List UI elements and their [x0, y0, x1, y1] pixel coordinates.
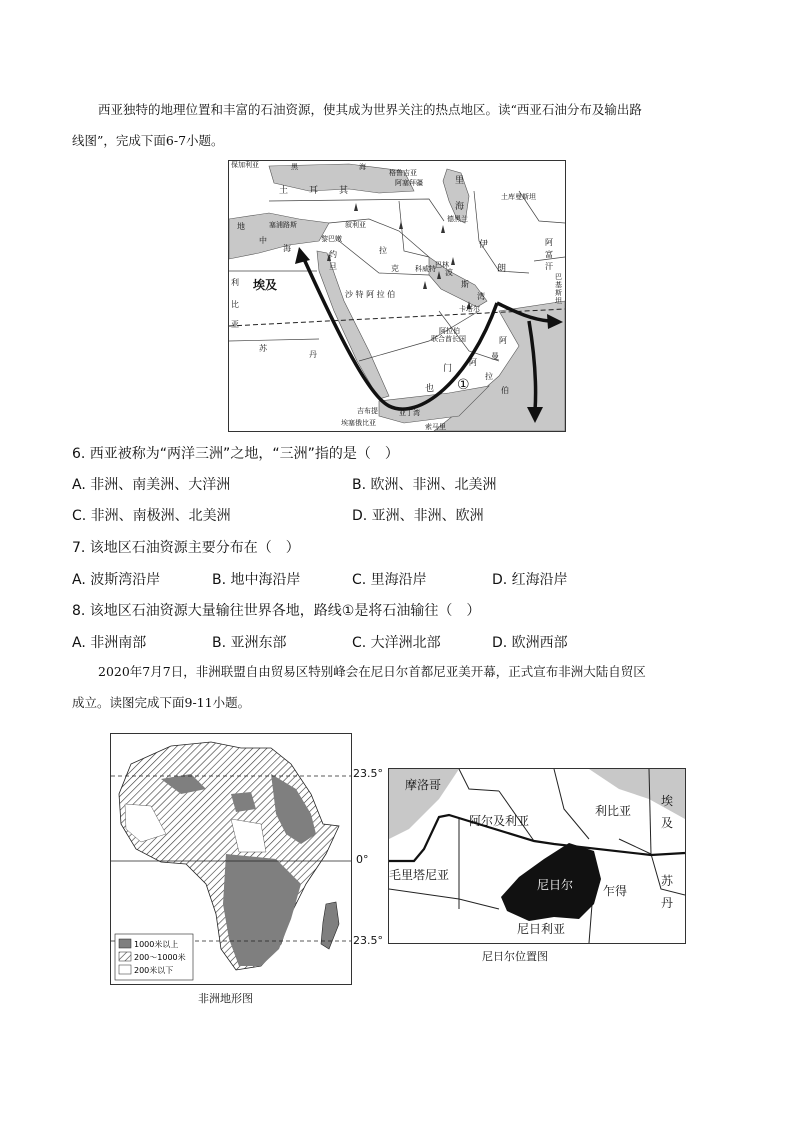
- label-hai: 海: [283, 244, 291, 253]
- label-mauritania: 毛里塔尼亚: [389, 868, 450, 882]
- label-arabian2: 拉: [485, 372, 493, 381]
- lat-label-equator: 0°: [356, 853, 369, 866]
- label-pakistan1: 巴: [555, 273, 562, 281]
- niger-map-caption: 尼日尔位置图: [482, 950, 548, 963]
- intro1-line2: 线图”，完成下面6-7小题。: [72, 133, 224, 148]
- label-algeria: 阿尔及利亚: [469, 814, 530, 828]
- label-bahrain: 巴林: [435, 261, 449, 269]
- label-egypt2: 及: [661, 816, 674, 830]
- legend-mid: 200～1000米: [134, 953, 186, 962]
- label-pakistan3: 斯: [555, 289, 562, 297]
- label-sudan1: 苏: [661, 874, 674, 888]
- niger-map-svg: [389, 769, 685, 943]
- west-asia-map: [228, 160, 566, 432]
- q6-option-c: C. 非洲、南极洲、北美洲: [72, 508, 231, 524]
- label-yi: 伊: [479, 240, 489, 250]
- legend-high: 1000米以上: [134, 940, 179, 949]
- label-libya1: 利: [231, 278, 239, 287]
- label-nigeria: 尼日利亚: [517, 922, 566, 936]
- label-lang: 朗: [497, 264, 507, 274]
- label-di: 地: [237, 222, 245, 231]
- label-somalia: 索马里: [425, 423, 446, 431]
- africa-map: [110, 733, 352, 985]
- label-georgia: 格鲁吉亚: [389, 169, 417, 177]
- label-saudi: 沙 特 阿 拉 伯: [345, 290, 396, 299]
- label-libya2: 比: [231, 300, 239, 309]
- label-afghanistan2: 富: [545, 250, 553, 259]
- label-egypt1: 埃: [661, 794, 674, 808]
- label-afghanistan1: 阿: [545, 238, 553, 247]
- label-caspian1: 里: [455, 176, 465, 186]
- label-zhong: 中: [259, 236, 267, 245]
- q7-option-c: C. 里海沿岸: [352, 572, 427, 588]
- label-kuwait: 科威特: [415, 265, 436, 273]
- label-afghanistan3: 汗: [545, 262, 553, 271]
- intro2-line1: 2020年7月7日，非洲联盟自由贸易区特别峰会在尼日尔首都尼亚美开幕，正式宣布非洲大陆自贸区: [98, 664, 646, 679]
- label-egypt: 埃及: [253, 278, 278, 292]
- label-lebanon: 黎巴嫩: [321, 235, 342, 243]
- q6-option-b: B. 欧洲、非洲、北美洲: [352, 477, 497, 493]
- label-jordan1: 约: [329, 250, 337, 259]
- legend-low: 200米以下: [134, 966, 174, 975]
- label-pakistan4: 坦: [555, 297, 562, 305]
- west-asia-map-svg: [229, 161, 565, 431]
- label-ke: 克: [391, 264, 399, 273]
- africa-map-caption: 非洲地形图: [198, 992, 253, 1005]
- label-black2: 海: [359, 163, 366, 171]
- q7-option-b: B. 地中海沿岸: [212, 572, 301, 588]
- intro1-line1: 西亚独特的地理位置和丰富的石油资源，使其成为世界关注的热点地区。读“西亚石油分布及输出路: [98, 102, 642, 117]
- label-pakistan2: 基: [555, 281, 562, 289]
- label-sudan2: 丹: [309, 350, 317, 359]
- label-libya3: 亚: [231, 320, 239, 329]
- label-oman2: 曼: [491, 352, 499, 361]
- label-caspian2: 海: [455, 202, 465, 212]
- question-8: 8. 该地区石油资源大量输往世界各地，路线①是将石油输往（ ）: [72, 603, 481, 619]
- label-morocco: 摩洛哥: [405, 778, 442, 792]
- africa-map-svg: [111, 734, 351, 984]
- label-syria: 叙利亚: [345, 221, 366, 229]
- q7-option-a: A. 波斯湾沿岸: [72, 572, 161, 588]
- question-7: 7. 该地区石油资源主要分布在（ ）: [72, 540, 300, 556]
- q6-option-a: A. 非洲、南美洲、大洋洲: [72, 477, 231, 493]
- lat-label-top: 23.5°: [353, 767, 383, 780]
- label-chad: 乍得: [603, 884, 628, 898]
- label-ethiopia: 埃塞俄比亚: [341, 419, 376, 427]
- label-djibouti: 吉布提: [357, 407, 378, 415]
- label-er: 耳: [309, 186, 319, 196]
- label-qi: 其: [339, 186, 349, 196]
- label-sudan1: 苏: [259, 344, 267, 353]
- label-niger: 尼日尔: [537, 878, 574, 892]
- label-bulgaria: 保加利亚: [231, 161, 259, 169]
- label-tu: 土: [279, 186, 289, 196]
- intro2-line2: 成立。读图完成下面9-11小题。: [72, 695, 251, 710]
- label-black1: 黑: [291, 163, 298, 171]
- label-sudan2: 丹: [661, 896, 674, 910]
- label-gulf3: 湾: [477, 292, 485, 301]
- label-libya: 利比亚: [595, 804, 632, 818]
- label-arabian1: 阿: [469, 358, 477, 367]
- lat-label-bottom: 23.5°: [353, 934, 383, 947]
- q8-option-d: D. 欧洲西部: [492, 635, 568, 651]
- question-6: 6. 西亚被称为“两洋三洲”之地，“三洲”指的是（ ）: [72, 446, 399, 462]
- label-turkmenistan: 土库曼斯坦: [501, 193, 536, 201]
- niger-map: [388, 768, 686, 944]
- q8-option-c: C. 大洋洲北部: [352, 635, 441, 651]
- q8-option-a: A. 非洲南部: [72, 635, 147, 651]
- label-oman1: 阿: [499, 336, 507, 345]
- label-cyprus: 塞浦路斯: [269, 221, 297, 229]
- label-qatar: 卡塔尔: [459, 305, 480, 313]
- q7-option-d: D. 红海沿岸: [492, 572, 568, 588]
- label-gulf2: 斯: [461, 280, 469, 289]
- label-route: ①: [457, 377, 470, 393]
- label-arabian3: 伯: [501, 386, 509, 395]
- label-aden: 亚丁湾: [399, 409, 420, 417]
- q6-option-d: D. 亚洲、非洲、欧洲: [352, 508, 484, 524]
- label-yemen1: 也: [425, 384, 435, 394]
- label-jordan2: 旦: [329, 262, 337, 271]
- q8-option-b: B. 亚洲东部: [212, 635, 287, 651]
- label-uae1: 阿拉伯: [439, 327, 460, 335]
- label-gulf1: 波: [445, 268, 453, 277]
- label-la: 拉: [379, 246, 387, 255]
- label-yemen2: 门: [443, 364, 453, 374]
- label-azerbaijan: 阿塞拜疆: [395, 179, 423, 187]
- label-tehran: 德黑兰: [447, 215, 468, 223]
- label-uae2: 联合酋长国: [431, 335, 466, 343]
